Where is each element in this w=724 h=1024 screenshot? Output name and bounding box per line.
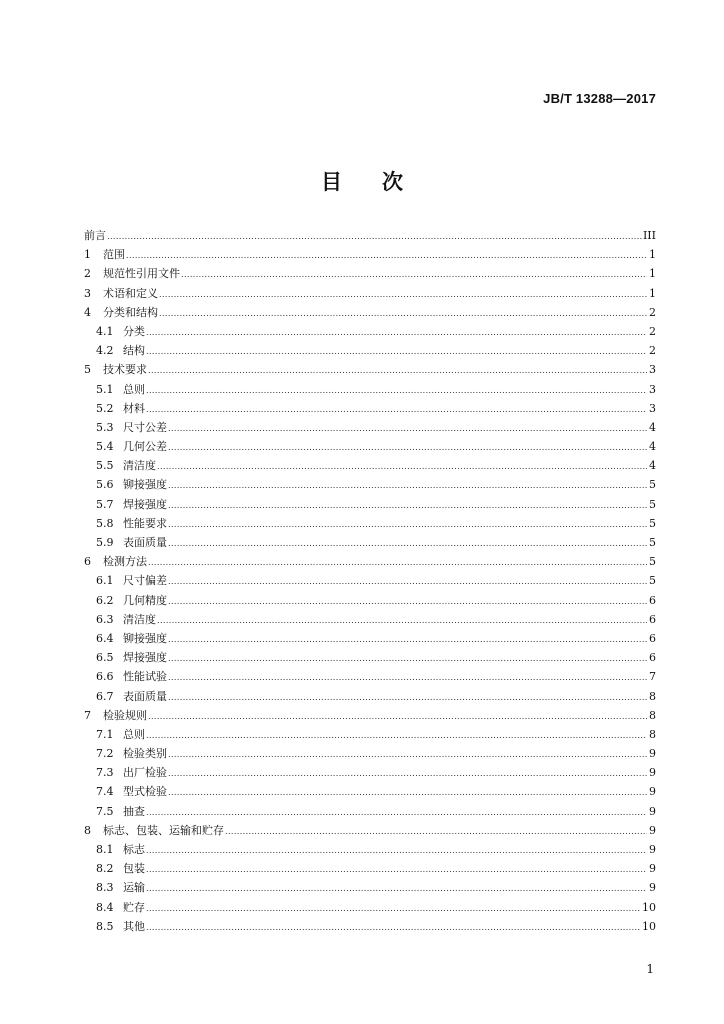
toc-entry-number: 5.7 [96,497,114,511]
toc-entry-number: 4 [84,305,91,319]
toc-entry-page: 4 [649,420,656,434]
toc-entry-title: 尺寸公差 [123,420,167,434]
toc-entry-title: 性能要求 [123,516,167,530]
toc-entry-number: 5.5 [96,459,114,473]
toc-entry-number: 4.1 [96,324,114,338]
toc-entry-page: 9 [649,823,656,837]
toc-entry-page: 5 [649,555,656,569]
toc-entry-number: 5.2 [96,401,114,415]
toc-entry[interactable] [84,226,656,245]
toc-entry-number: 3 [84,286,91,300]
toc-entry[interactable] [84,571,656,590]
toc-dot-leader [126,246,647,265]
toc-entry-title: 规范性引用文件 [103,267,180,281]
toc-entry-title: 分类和结构 [103,305,158,319]
toc-dot-leader [159,285,647,304]
toc-entry-title: 检验类别 [123,747,167,761]
toc-entry-page: 3 [649,382,656,396]
toc-entry-number: 5.3 [96,420,114,434]
toc-dot-leader [168,496,647,515]
toc-entry-number: 8.4 [96,900,114,914]
toc-entry-title: 包装 [123,862,145,876]
toc-dot-leader [148,707,647,726]
toc-entry-page: 9 [649,881,656,895]
toc-entry[interactable] [84,284,656,303]
toc-entry-page: 5 [649,536,656,549]
toc-entry-title: 铆接强度 [123,631,167,645]
toc-entry-title: 总则 [123,382,145,396]
toc-entry-title: 分类 [123,324,145,338]
toc-entry[interactable] [84,725,656,744]
toc-entry-title: 检验规则 [103,708,147,722]
toc-dot-leader [148,361,647,380]
toc-entry-number: 5.9 [96,536,114,549]
toc-entry-number: 6.4 [96,631,114,645]
toc-dot-leader [168,745,647,764]
toc-entry-page: 10 [642,900,656,914]
toc-entry[interactable] [84,495,656,514]
toc-entry-page: 3 [649,363,656,377]
toc-entry[interactable] [84,840,656,859]
toc-entry-number: 6 [84,555,91,569]
toc-entry-page: 9 [649,862,656,876]
toc-entry-page: 8 [649,689,656,703]
toc-entry-title: 焊接强度 [123,651,167,665]
toc-entry[interactable] [84,514,656,533]
toc-dot-leader [146,323,647,342]
toc-entry-number: 8.5 [96,919,114,933]
toc-entry[interactable] [84,341,656,360]
toc-entry[interactable] [84,552,656,571]
toc-entry-number: 8.1 [96,843,114,856]
toc-entry-number: 6.2 [96,593,114,607]
toc-entry-number: 7.3 [96,766,114,780]
toc-dot-leader [146,381,647,400]
toc-entry[interactable] [84,264,656,283]
toc-entry-number: 2 [84,267,91,281]
toc-entry-page: 10 [642,919,656,933]
toc-entry[interactable] [84,898,656,917]
toc-entry-page: 4 [649,440,656,454]
toc-entry-title: 材料 [123,401,145,415]
toc-dot-leader [146,726,647,745]
toc-entry[interactable] [84,629,656,648]
toc-entry[interactable] [84,763,656,782]
toc-entry-number: 7.2 [96,747,114,761]
toc-entry[interactable] [84,245,656,264]
toc-entry-number: 7.4 [96,785,114,799]
toc-dot-leader [168,764,647,783]
toc-entry-number: 7.5 [96,804,114,818]
toc-dot-leader [146,803,647,822]
toc-dot-leader [168,534,647,553]
toc-entry-page: III [642,229,656,242]
toc-entry-number: 4.2 [96,344,114,358]
toc-entry[interactable] [84,821,656,840]
toc-entry-title: 清洁度 [123,612,156,626]
toc-entry-title: 检测方法 [103,555,147,569]
toc-entry[interactable] [84,322,656,341]
toc-entry-page: 2 [649,305,656,319]
toc-entry-page: 1 [649,267,656,281]
toc-entry[interactable] [84,399,656,418]
toc-entry[interactable] [84,706,656,725]
toc-entry-number: 7 [84,708,91,722]
toc-entry-number: 8.3 [96,881,114,895]
standard-code: JB/T 13288—2017 [543,91,656,106]
toc-entry-title: 几何精度 [123,593,167,607]
toc-entry-title: 尺寸偏差 [123,574,167,588]
toc-entry-number: 6.1 [96,574,114,588]
toc-entry[interactable] [84,418,656,437]
toc-dot-leader [148,553,647,572]
toc-entry[interactable] [84,533,656,552]
toc-entry-page: 9 [649,785,656,799]
toc-entry-title: 其他 [123,919,145,933]
toc-entry-number: 6.5 [96,651,114,665]
toc-entry[interactable] [84,437,656,456]
toc-entry-title: 性能试验 [123,670,167,684]
toc-entry-page: 5 [649,497,656,511]
toc-entry-title: 总则 [123,727,145,741]
toc-entry-number: 5.4 [96,440,114,454]
toc-entry[interactable] [84,380,656,399]
toc-entry-page: 2 [649,324,656,338]
toc-entry-title: 表面质量 [123,689,167,703]
toc-entry-title: 表面质量 [123,536,167,549]
toc-dot-leader [157,611,647,630]
toc-entry-page: 5 [649,516,656,530]
toc-entry[interactable] [84,648,656,667]
toc-dot-leader [168,649,647,668]
toc-entry-number: 7.1 [96,727,114,741]
toc-dot-leader [168,783,647,802]
toc-dot-leader [157,457,647,476]
toc-entry[interactable] [84,687,656,706]
toc-entry[interactable] [84,802,656,821]
toc-dot-leader [168,630,647,649]
toc-dot-leader [159,304,647,323]
toc-entry-page: 6 [649,612,656,626]
toc-entry[interactable] [84,859,656,878]
toc-dot-leader [146,879,647,898]
toc-dot-leader [168,476,647,495]
toc-entry[interactable] [84,610,656,629]
toc-entry-title: 几何公差 [123,440,167,454]
toc-entry-number: 5.1 [96,382,114,396]
toc-dot-leader [225,822,647,841]
toc-entry-number: 6.7 [96,689,114,703]
toc-entry-number: 6.3 [96,612,114,626]
toc-entry[interactable] [84,475,656,494]
toc-dot-leader [146,860,647,879]
toc-entry-page: 6 [649,651,656,665]
toc-dot-leader [146,899,641,918]
toc-entry-title: 出厂检验 [123,766,167,780]
toc-entry-page: 4 [649,459,656,473]
toc-entry-number: 5 [84,363,91,377]
toc-entry-number: 8 [84,823,91,837]
toc-entry[interactable] [84,360,656,379]
toc-entry-page: 5 [649,574,656,588]
toc-entry-title: 技术要求 [103,363,147,377]
title-char-2: 次 [382,170,403,194]
toc-entry-title: 型式检验 [123,785,167,799]
toc-dot-leader [146,400,647,419]
toc-dot-leader [181,265,647,284]
toc-dot-leader [168,688,647,707]
toc-entry-title: 焊接强度 [123,497,167,511]
toc-entry-number: 5.6 [96,478,114,492]
toc-entry-title: 运输 [123,881,145,895]
toc-dot-leader [168,592,647,611]
page-number: 1 [646,962,654,976]
toc-entry-page: 9 [649,766,656,780]
toc-entry[interactable] [84,744,656,763]
toc-entry-page: 6 [649,631,656,645]
toc-entry-title: 结构 [123,344,145,358]
toc-entry-page: 6 [649,593,656,607]
toc-dot-leader [146,841,647,860]
toc-entry-title: 抽查 [123,804,145,818]
toc-entry-title: 术语和定义 [103,286,158,300]
toc-dot-leader [107,227,642,246]
toc-dot-leader [146,918,641,937]
toc-entry-title: 清洁度 [123,459,156,473]
title-char-1: 目 [321,170,342,194]
toc-entry-page: 8 [649,727,656,741]
toc-entry[interactable] [84,591,656,610]
toc-entry-title: 范围 [103,248,125,262]
toc-entry-number: 6.6 [96,670,114,684]
toc-entry-page: 1 [649,248,656,262]
toc-dot-leader [146,342,647,361]
toc-entry-page: 8 [649,708,656,722]
toc-dot-leader [168,572,647,591]
toc-entry-page: 9 [649,747,656,761]
toc-entry-page: 9 [649,843,656,856]
toc-entry-title: 标志 [123,843,145,856]
toc-entry[interactable] [84,782,656,801]
toc-entry-page: 7 [649,670,656,684]
toc-entry-number: 8.2 [96,862,114,876]
toc-entry-number: 5.8 [96,516,114,530]
toc-entry-number: 1 [84,248,91,262]
toc-entry-page: 3 [649,401,656,415]
toc-entry-page: 9 [649,804,656,818]
toc-dot-leader [168,438,647,457]
toc-dot-leader [168,668,647,687]
toc-entry[interactable] [84,303,656,322]
toc-entry-page: 1 [649,286,656,300]
toc-entry[interactable] [84,917,656,936]
toc-entry-title: 标志、包装、运输和贮存 [103,823,224,837]
toc-dot-leader [168,419,647,438]
toc-entry[interactable] [84,667,656,686]
table-of-contents [84,226,656,936]
toc-entry[interactable] [84,456,656,475]
toc-entry-page: 5 [649,478,656,492]
toc-entry[interactable] [84,878,656,897]
toc-entry-title: 前言 [84,229,106,242]
toc-entry-title: 贮存 [123,900,145,914]
toc-dot-leader [168,515,647,534]
toc-entry-page: 2 [649,344,656,358]
page-title [0,166,724,196]
toc-entry-title: 铆接强度 [123,478,167,492]
